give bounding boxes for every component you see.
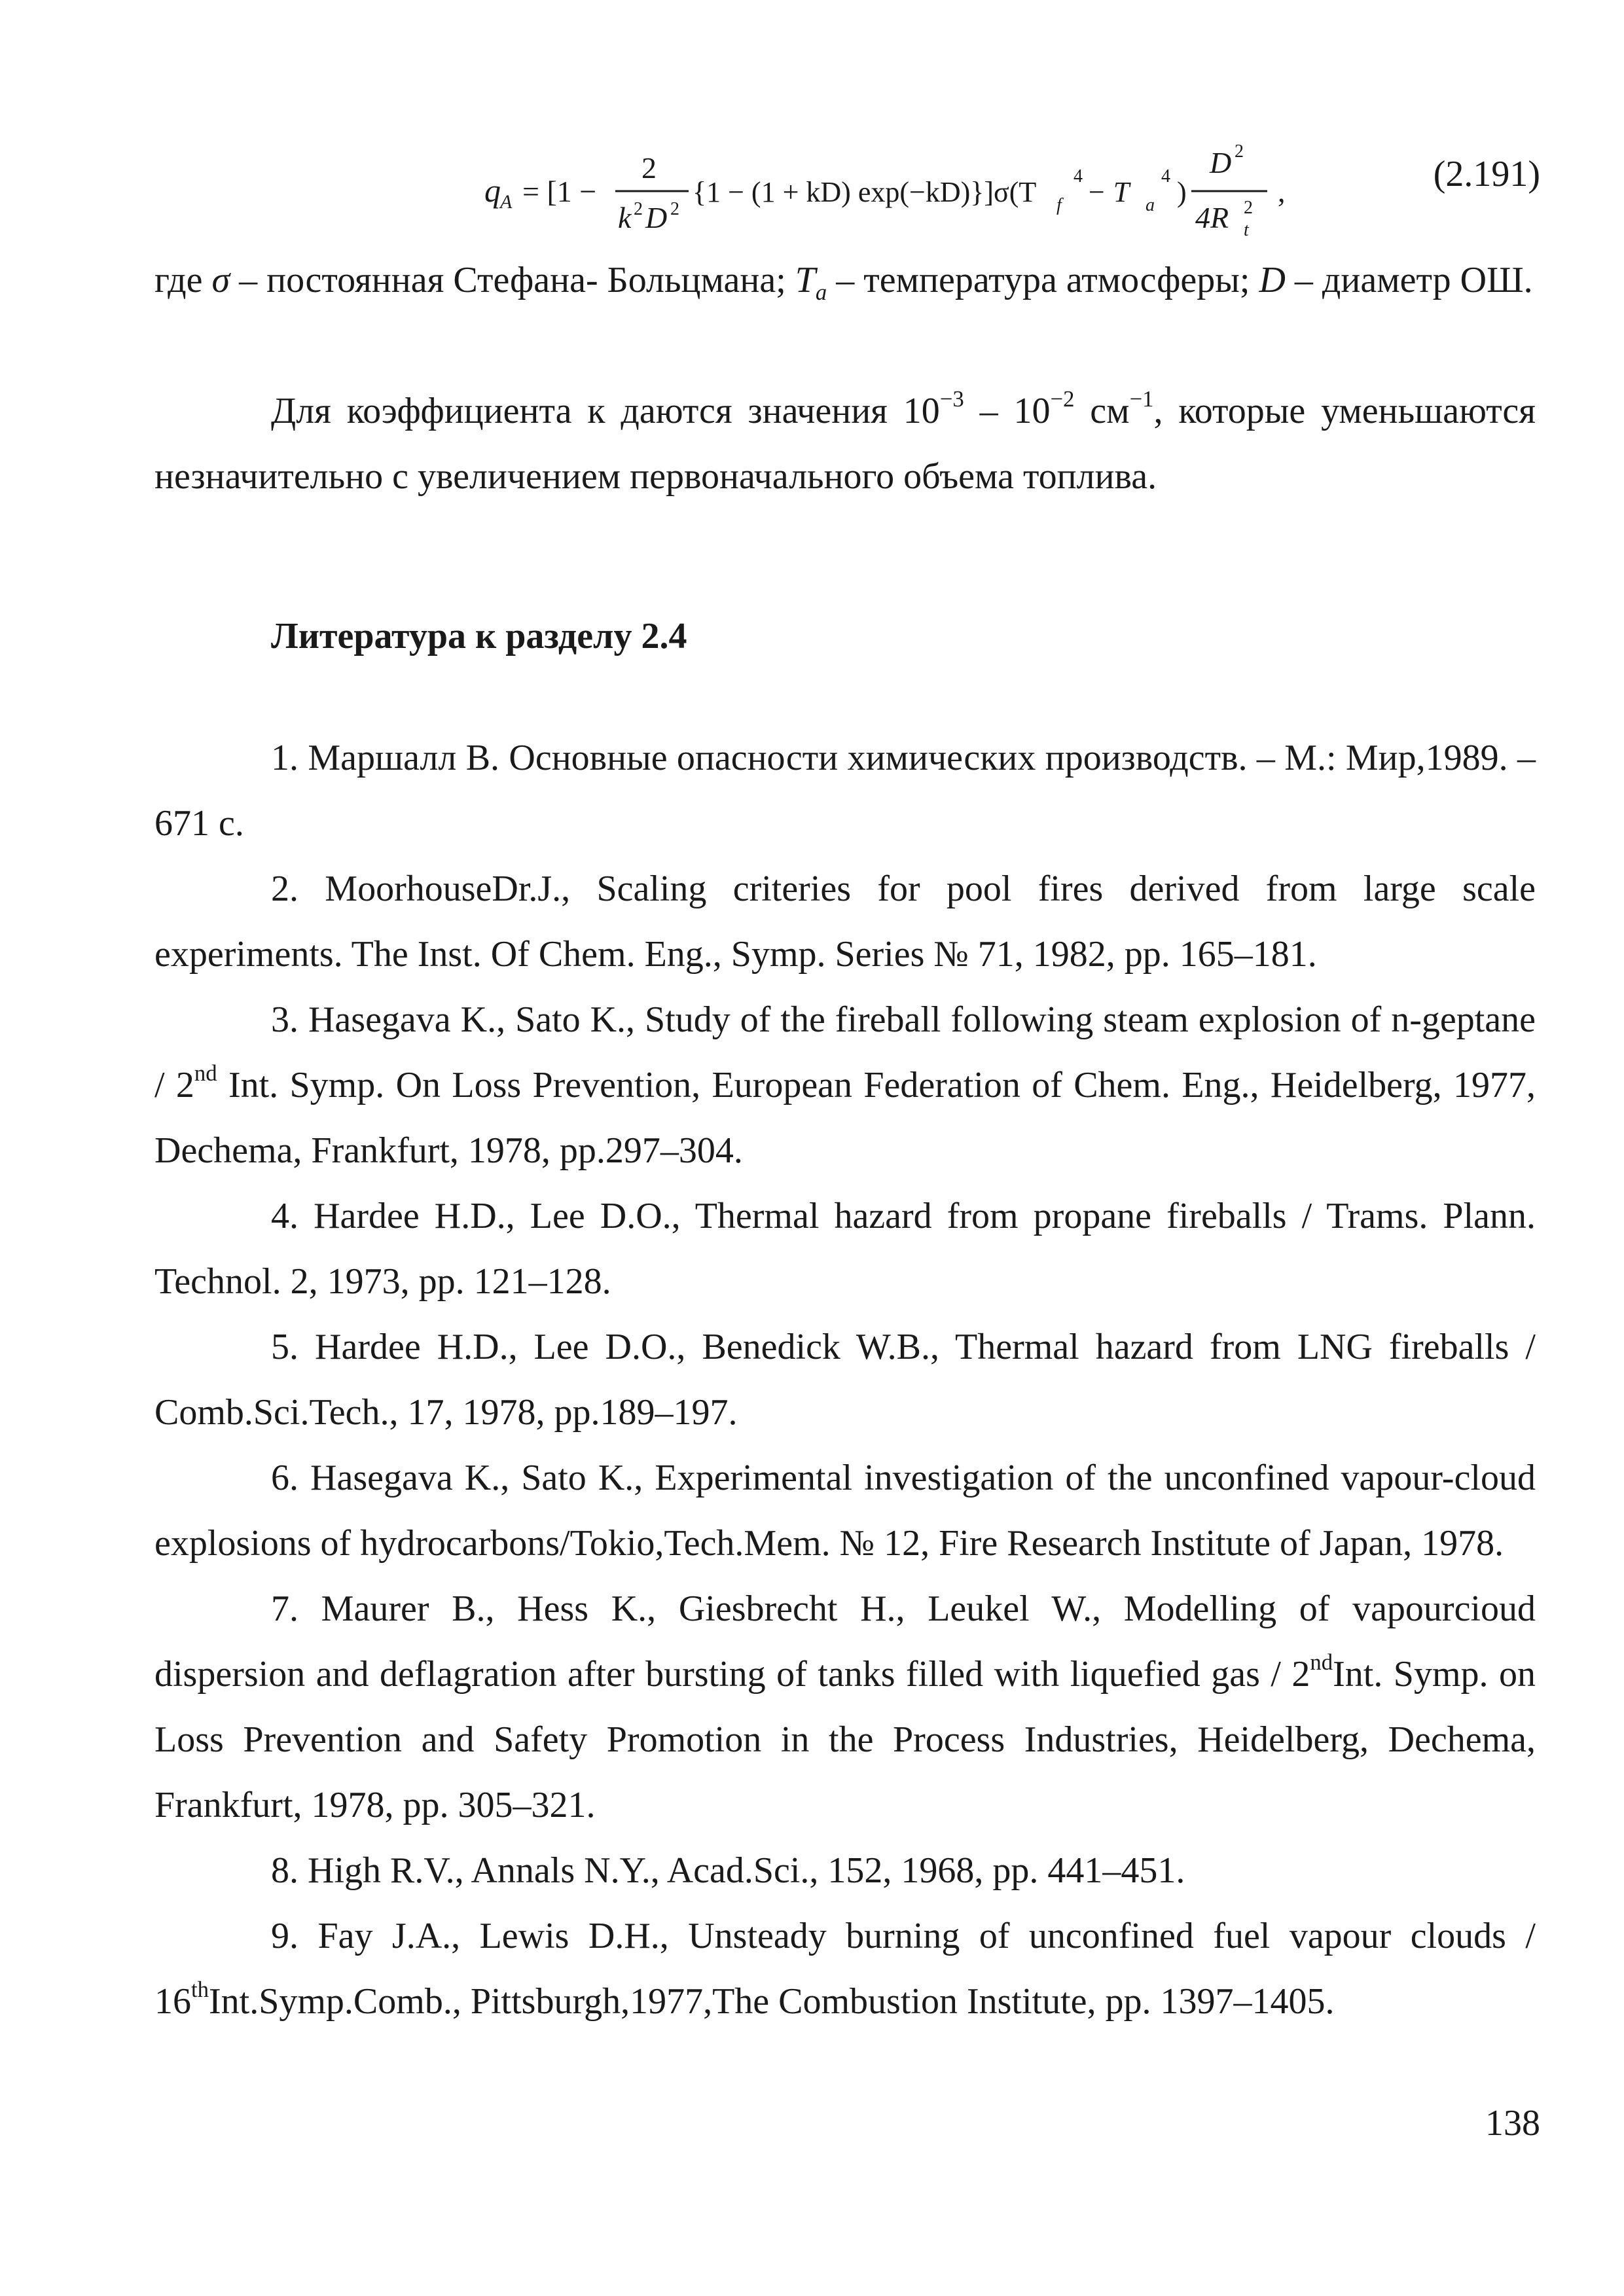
- formula-q: q: [484, 172, 501, 209]
- page-number: 138: [1485, 2103, 1540, 2144]
- para1-text-1: где: [154, 260, 212, 300]
- ref7-sup: nd: [1310, 1649, 1333, 1676]
- formula-middle: {1 − (1 + kD) exp(−kD)}]σ(T: [693, 176, 1037, 208]
- paragraph-definitions: [154, 247, 1536, 313]
- para1-text-4: – диаметр ОШ.: [1285, 260, 1533, 300]
- ref7-text-b: Int. Symp. on Loss Prevention and Safety Promotion in the Process Industries, Heidelberg, Dechema, Frankfurt, 1978, pp. 305–321.: [154, 1654, 1536, 1825]
- para2-text-2: – 10: [964, 391, 1051, 431]
- formula-q-sub: A: [500, 191, 513, 213]
- reference-item-1: 1. Маршалл В. Основные опасности химических производств. – М.: Мир,1989. – 671 с.: [154, 738, 1536, 844]
- reference-item-7: [154, 1576, 1536, 1838]
- formula-Tf-exp: 4: [1074, 166, 1083, 187]
- formula-minus-Ta: − T: [1087, 176, 1130, 208]
- reference-list: [154, 725, 1536, 2034]
- para1-Ta: T: [795, 260, 816, 300]
- para2-text-1: Для коэффициента к даются значения 10: [271, 391, 940, 431]
- reference-item-9: [154, 1903, 1536, 2034]
- formula-frac1-D: D: [645, 201, 668, 234]
- section-heading: Литература к разделу 2.4: [271, 616, 687, 656]
- reference-item-8: 8. High R.V., Annals N.Y., Acad.Sci., 152, 1968, pp. 441–451.: [271, 1850, 1185, 1891]
- formula-svg: [484, 131, 1296, 242]
- formula-Tf-sub: f: [1056, 195, 1062, 215]
- formula-2-191: [484, 131, 1296, 242]
- formula-R-sub: t: [1244, 220, 1249, 240]
- reference-item-6: 6. Hasegava K., Sato K., Experimental investigation of the unconfined vapour-cloud explosions of hydrocarbons/Tokio,Tech.Mem. № 12, Fire Research Institute of Japan, 1978.: [154, 1458, 1536, 1564]
- reference-item-4: 4. Hardee H.D., Lee D.O., Thermal hazard from propane fireballs / Trams. Plann. Technol. 2, 1973, pp. 121–128.: [154, 1196, 1536, 1302]
- ref9-sup: th: [191, 1977, 209, 2003]
- para2-exp-2: −2: [1050, 386, 1075, 412]
- para1-Ta-sub: a: [815, 279, 827, 306]
- formula-frac1-k: k: [618, 201, 632, 234]
- formula-open: = [1 −: [522, 175, 597, 208]
- para1-sigma: σ: [211, 260, 230, 300]
- ref3-text-b: Int. Symp. On Loss Prevention, European Federation of Chem. Eng., Heidelberg, 1977, Dechema, Frankfurt, 1978, pp.297–304.: [154, 1065, 1536, 1171]
- formula-comma: ,: [1278, 175, 1286, 208]
- para1-text-3: – температура атмосферы;: [827, 260, 1259, 300]
- formula-close: ): [1177, 176, 1187, 208]
- reference-item-2: 2. MoorhouseDr.J., Scaling criteries for pool fires derived from large scale experiments. The Inst. Of Chem. Eng., Symp. Series № 71, 1982, pp. 165–181.: [154, 869, 1536, 975]
- formula-R-exp: 2: [1244, 198, 1253, 218]
- equation-number: (2.191): [1433, 154, 1540, 194]
- para1-D: D: [1259, 260, 1286, 300]
- ref7-text-a: 7. Maurer B., Hess K., Giesbrecht H., Leukel W., Modelling of vapourcioud dispersion and deflagration after bursting of tanks filled with liquefied gas / 2: [154, 1588, 1536, 1695]
- ref9-text-b: Int.Symp.Comb., Pittsburgh,1977,The Combustion Institute, pp. 1397–1405.: [209, 1981, 1335, 2022]
- para1-text-2: – постоянная Стефана- Больцмана;: [230, 260, 795, 300]
- formula-frac1-D-exp: 2: [670, 199, 679, 219]
- para2-text-3: см: [1074, 391, 1130, 431]
- para2-exp-3: −1: [1129, 386, 1154, 412]
- formula-frac1-k-exp: 2: [634, 199, 643, 219]
- reference-item-3: [154, 987, 1536, 1183]
- paragraph-coefficient: [154, 378, 1536, 509]
- formula-frac1-num: 2: [641, 151, 657, 185]
- para2-text-4: , которые уменьшаются незначительно с увеличением первоначального объема топлива.: [154, 391, 1536, 497]
- formula-frac2-num-exp: 2: [1235, 141, 1244, 162]
- ref9-text-a: 9. Fay J.A., Lewis D.H., Unsteady burning of unconfined fuel vapour clouds / 16: [154, 1916, 1536, 2022]
- para2-exp-1: −3: [939, 386, 964, 412]
- reference-item-5: 5. Hardee H.D., Lee D.O., Benedick W.B., Thermal hazard from LNG fireballs / Comb.Sci.Tech., 17, 1978, pp.189–197.: [154, 1327, 1536, 1433]
- formula-Ta-sub: a: [1146, 195, 1155, 215]
- ref3-sup: nd: [194, 1060, 217, 1086]
- formula-frac2-den: 4R: [1195, 201, 1229, 234]
- ref3-text-a: 3. Hasegava K., Sato K., Study of the fireball following steam explosion of n-geptane / 2: [154, 999, 1536, 1105]
- formula-Ta-exp: 4: [1161, 166, 1170, 187]
- formula-frac2-num: D: [1210, 146, 1232, 179]
